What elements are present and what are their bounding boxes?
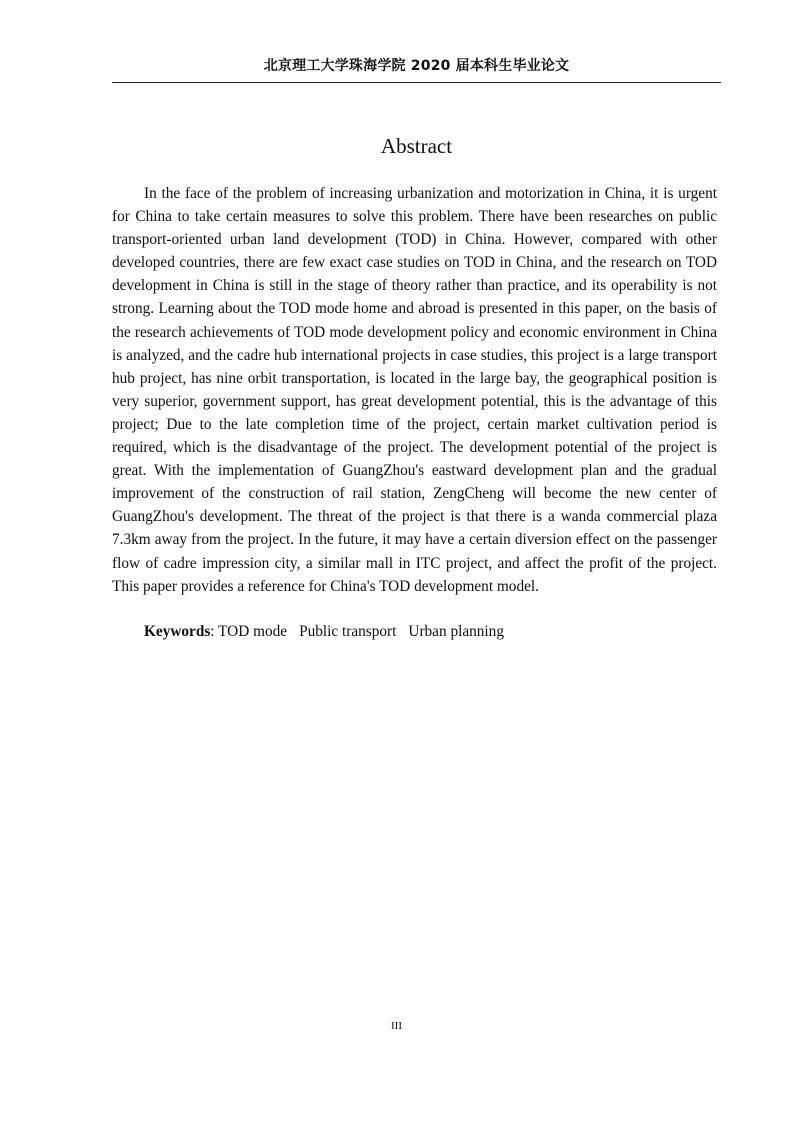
page-header <box>112 52 721 83</box>
keyword-item: Public transport <box>299 623 397 640</box>
page-number: III <box>391 1020 402 1032</box>
keywords-separator: : <box>210 623 219 640</box>
keywords-label: Keywords <box>144 623 211 640</box>
abstract-body: In the face of the problem of increasing urbanization and motorization in China, it is urgent for China to take certain measures to solve this problem. There have been researches on public transport-oriented urban land development (TOD) in China. However, compared with other developed countries, there are few exact case studies on TOD in China, and the research on TOD development in China is still in the stage of theory rather than practice, and its operability is not strong. Learning about the TOD mode home and abroad is presented in this paper, on the basis of the research achievements of TOD mode development policy and economic environment in China is analyzed, and the cadre hub international projects in case studies, this project is a large transport hub project, has nine orbit transportation, is located in the large bay, the geographical position is very superior, government support, has great development potential, this is the advantage of this project; Due to the late completion time of the project, certain market cultivation period is required, which is the disadvantage of the project. The development potential of the project is great. With the implementation of GuangZhou's eastward development plan and the gradual improvement of the construction of rail station, ZengCheng will become the new center of GuangZhou's development. The threat of the project is that there is a wanda commercial plaza 7.3km away from the project. In the future, it may have a certain diversion effect on the passenger flow of cadre impression city, a similar mall in ITC project, and affect the profit of the project. This paper provides a reference for China's TOD development model. <box>112 185 717 595</box>
abstract-heading: Abstract <box>380 134 453 158</box>
keyword-item: TOD mode <box>218 623 288 640</box>
header-title: 北京理工大学珠海学院 2020 届本科生毕业论文 <box>263 58 570 74</box>
keywords-line <box>144 620 516 643</box>
keyword-item: Urban planning <box>408 623 504 640</box>
